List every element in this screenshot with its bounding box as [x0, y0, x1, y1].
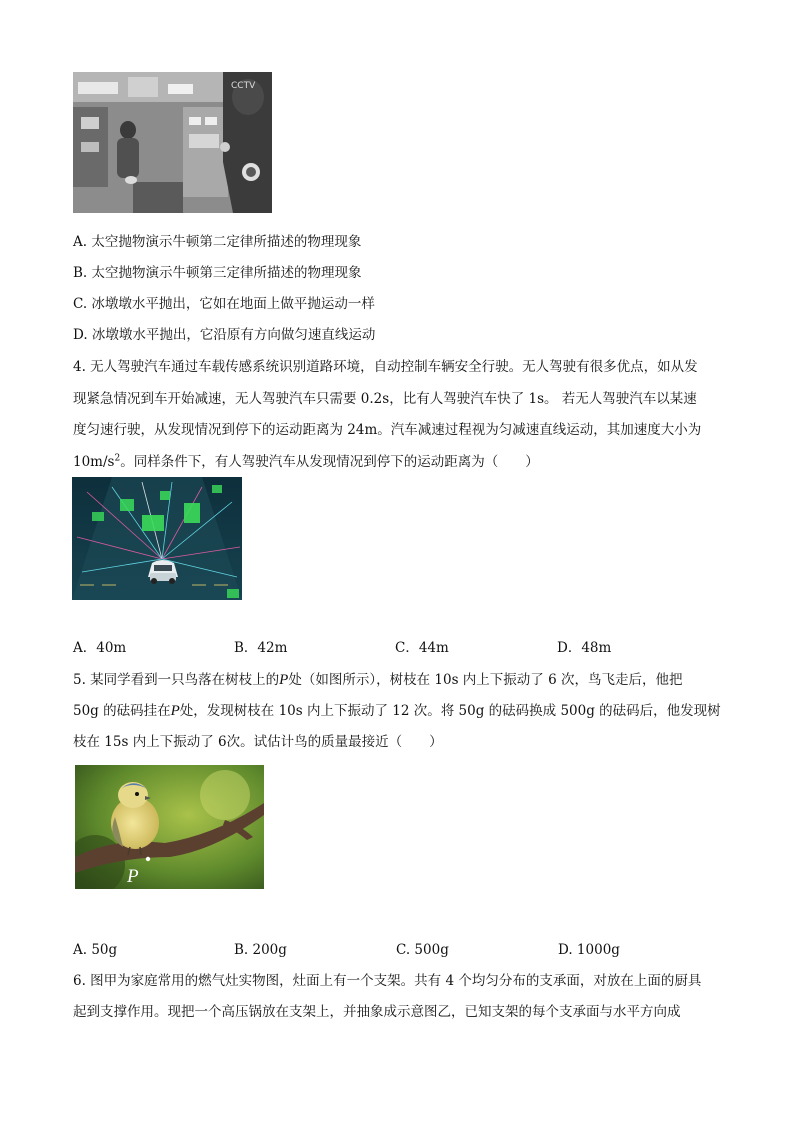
bird-image [75, 765, 264, 889]
q5-stem-line-1 [73, 670, 682, 690]
q6-stem-line-2: 起到支撑作用。现把一个高压锅放在支架上，并抽象成示意图乙，已知支架的每个支承面与水平方向成 [73, 1004, 681, 1020]
autonomous-car-figure [72, 477, 242, 600]
q5-stem-1b: 处（如图所示），树枝在 10s 内上下振动了 6 次，鸟飞走后，他把 [288, 672, 683, 688]
q4-stem-tail: 。同样条件下，有人驾驶汽车从发现情况到停下的运动距离为（ ） [120, 454, 539, 470]
q5-stem-1a: 5. 某同学看到一只鸟落在树枝上的 [73, 672, 280, 688]
q5-option-b: B. 200g [234, 942, 287, 958]
q4-acceleration-unit: 10m/s [73, 454, 115, 470]
q3-option-a: A. 太空抛物演示牛顿第二定律所描述的物理现象 [73, 234, 362, 250]
q6-stem-line-1: 6. 图甲为家庭常用的燃气灶实物图，灶面上有一个支架。共有 4 个均匀分布的支承面，对放在上面的厨具 [73, 973, 702, 989]
q3-option-b: B. 太空抛物演示牛顿第三定律所描述的物理现象 [73, 265, 362, 281]
q5-option-c: C. 500g [396, 942, 449, 958]
q4-option-a: A．40m [73, 640, 127, 656]
q4-stem-line-3: 度匀速行驶，从发现情况到停下的运动距离为 24m。汽车减速过程视为匀减速直线运动，其加速度大小为 [73, 422, 702, 438]
q4-option-b: B．42m [234, 640, 288, 656]
q4-stem-line-4 [73, 452, 539, 472]
q5-point-p: P [279, 672, 289, 688]
q3-option-d: D. 冰墩墩水平抛出，它沿原有方向做匀速直线运动 [73, 327, 376, 343]
figure-label-p: P [127, 866, 139, 887]
q5-point-p-2: P [170, 703, 180, 719]
q3-option-c: C. 冰墩墩水平抛出，它如在地面上做平抛运动一样 [73, 296, 375, 312]
q5-stem-line-3: 枝在 15s 内上下振动了 6次。试估计鸟的质量最接近（ ） [73, 734, 443, 750]
cctv-logo: CCTV [231, 81, 256, 91]
q4-stem-line-2: 现紧急情况到车开始减速，无人驾驶汽车只需要 0.2s，比有人驾驶汽车快了 1s。 若无人驾驶汽车以某速 [73, 391, 697, 407]
q4-stem-line-1: 4. 无人驾驶汽车通过车载传感系统识别道路环境，自动控制车辆安全行驶。无人驾驶有很多优点，如从发 [73, 359, 698, 375]
space-station-photo [73, 72, 272, 213]
q4-superscript: 2 [114, 453, 121, 464]
q5-stem-2b: 处，发现树枝在 10s 内上下振动了 12 次。将 50g 的砝码换成 500g 的砝码后，他发现树 [179, 703, 721, 719]
q4-option-c: C．44m [395, 640, 449, 656]
q5-stem-2a: 50g 的砝码挂在 [73, 703, 171, 719]
q5-option-d: D. 1000g [558, 942, 620, 958]
q5-option-a: A. 50g [73, 942, 118, 958]
q5-stem-line-2 [73, 701, 721, 721]
point-p-marker [146, 857, 150, 861]
bird-on-branch-figure [75, 765, 264, 889]
autonomous-car-image [72, 477, 242, 600]
q4-option-d: D．48m [557, 640, 612, 656]
space-station-image [73, 72, 272, 213]
